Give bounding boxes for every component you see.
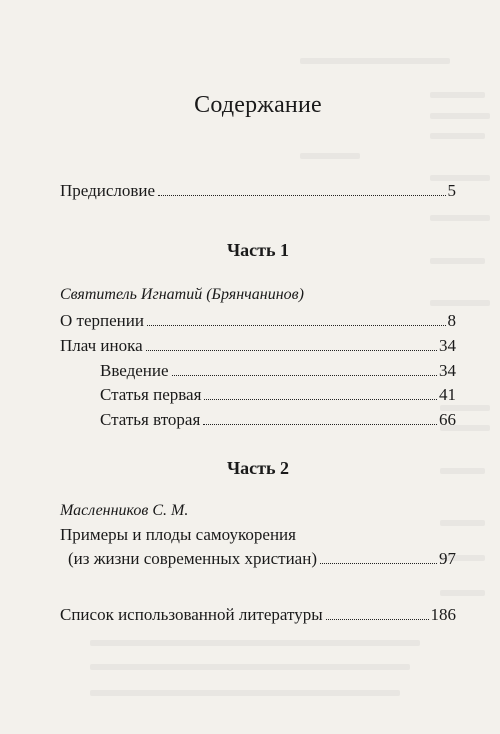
part-2-heading: Часть 2 bbox=[226, 458, 290, 478]
toc-entry-page: 41 bbox=[439, 385, 456, 404]
page-title: Содержание bbox=[194, 92, 322, 118]
leader-dots bbox=[326, 619, 429, 620]
toc-entry-page: 34 bbox=[439, 336, 456, 355]
toc-entry-label: Плач инока bbox=[60, 336, 143, 355]
toc-entry-label: Список использованной литературы bbox=[60, 605, 323, 624]
leader-dots bbox=[204, 399, 437, 400]
toc-entry-label: Введение bbox=[100, 361, 169, 380]
toc-entry-page: 5 bbox=[447, 181, 456, 200]
toc-entry-bibliography[interactable] bbox=[60, 605, 456, 625]
toc-entry-preface[interactable] bbox=[60, 181, 456, 201]
toc-entry-plach-inoka[interactable] bbox=[60, 336, 456, 356]
toc-entry-o-terpenii[interactable] bbox=[60, 311, 456, 331]
toc-entry-primery-line1[interactable]: Примеры и плоды самоукорения bbox=[60, 525, 296, 544]
toc-entry-page: 66 bbox=[439, 410, 456, 429]
toc-entry-label: Статья первая bbox=[100, 385, 202, 404]
leader-dots bbox=[147, 325, 446, 326]
toc-entry-label: О терпении bbox=[60, 311, 144, 330]
part-1-author: Святитель Игнатий (Брянчанинов) bbox=[60, 286, 304, 303]
toc-entry-label: Предисловие bbox=[60, 181, 156, 200]
toc-entry-page: 186 bbox=[430, 605, 456, 624]
leader-dots bbox=[158, 195, 445, 196]
toc-entry-statya-vtoraya[interactable] bbox=[100, 410, 456, 430]
part-2-author: Масленников С. М. bbox=[60, 502, 189, 519]
leader-dots bbox=[146, 350, 437, 351]
toc-entry-page: 8 bbox=[447, 311, 456, 330]
toc-entry-page: 97 bbox=[439, 549, 456, 568]
toc-entry-primery[interactable] bbox=[68, 549, 456, 569]
leader-dots bbox=[320, 563, 437, 564]
toc-entry-page: 34 bbox=[439, 361, 456, 380]
toc-entry-statya-pervaya[interactable] bbox=[100, 385, 456, 405]
part-1-heading: Часть 1 bbox=[226, 240, 290, 260]
leader-dots bbox=[172, 375, 437, 376]
leader-dots bbox=[203, 424, 437, 425]
toc-entry-label: Статья вторая bbox=[100, 410, 201, 429]
toc-entry-label: (из жизни современных христиан) bbox=[68, 549, 317, 568]
toc-entry-vvedenie[interactable] bbox=[100, 361, 456, 381]
